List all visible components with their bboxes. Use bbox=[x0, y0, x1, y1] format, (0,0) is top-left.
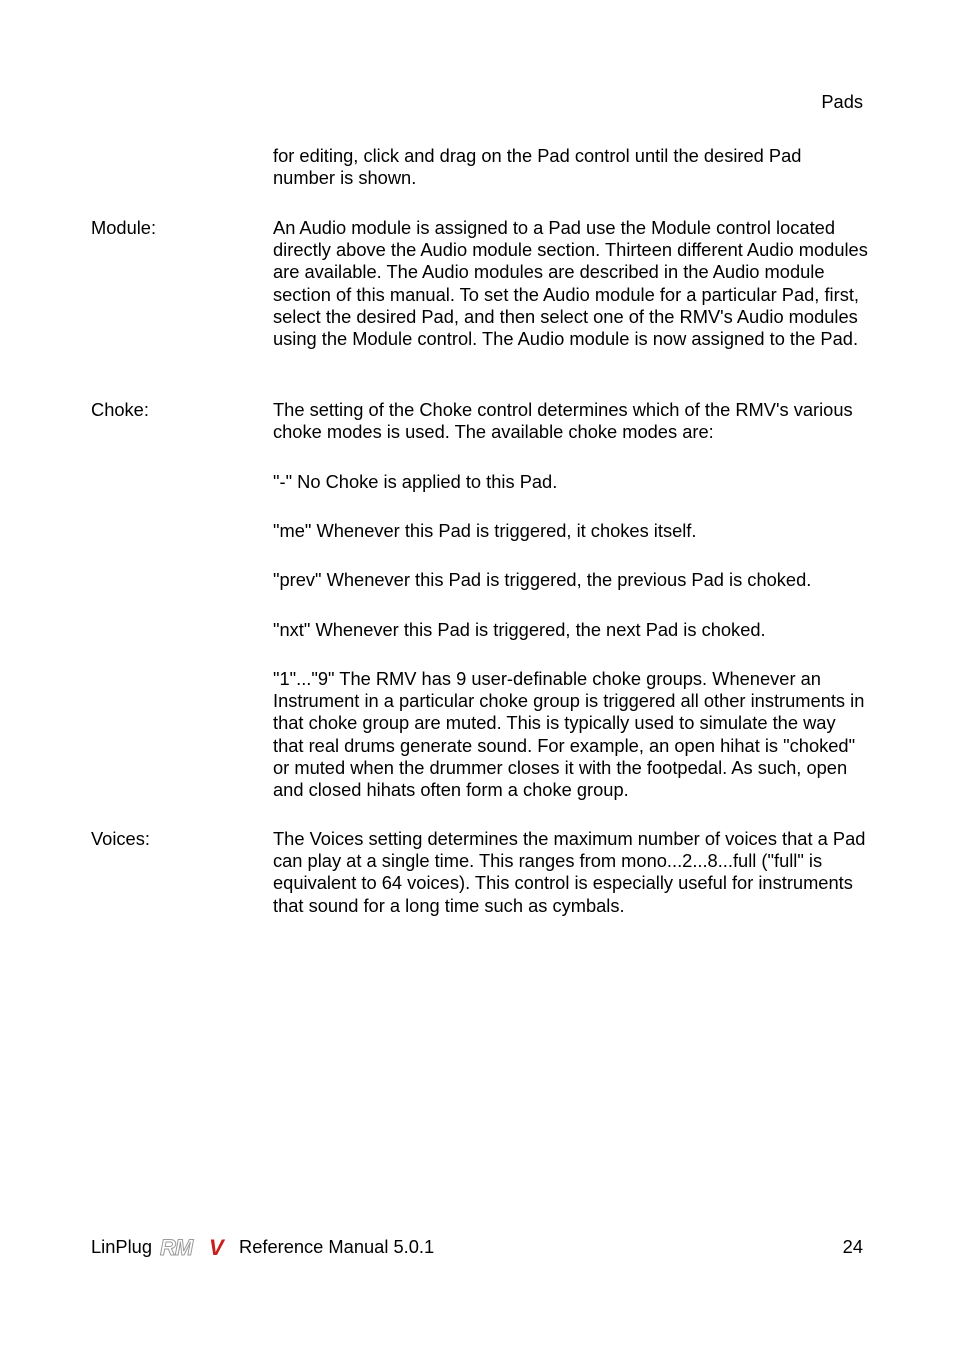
module-description: An Audio module is assigned to a Pad use the Module control located directly above the Audio module section. Thirteen different Audio modules are available. The Audio modules are described in the Audio module section of this manual. To set the Audio module for a particular Pad, first, select the desired Pad, and then select one of the RMV's Audio modules using the Module control. The Audio module is now assigned to the Pad. bbox=[273, 217, 868, 350]
voices-description: The Voices setting determines the maximum number of voices that a Pad can play at a single time. This ranges from mono...2...8...full ("full" is equivalent to 64 voices). This control is especially useful for instruments that sound for a long time such as cymbals. bbox=[273, 828, 866, 916]
page-header-section: Pads bbox=[821, 91, 863, 112]
voices-label: Voices: bbox=[91, 828, 150, 849]
choke-label: Choke: bbox=[91, 399, 149, 420]
intro-paragraph: for editing, click and drag on the Pad control until the desired Pad number is shown. bbox=[273, 145, 802, 189]
page-footer bbox=[91, 1236, 434, 1258]
footer-title: Reference Manual 5.0.1 bbox=[239, 1236, 435, 1257]
rmv-logo bbox=[159, 1236, 233, 1258]
choke-mode-prev: "prev" Whenever this Pad is triggered, the previous Pad is choked. bbox=[273, 569, 812, 590]
choke-mode-groups: "1"..."9" The RMV has 9 user-definable choke groups. Whenever an Instrument in a particular choke group is triggered all other instruments in that choke group are muted. This is typically used to simulate the way that real drums generate sound. For example, an open hihat is "choked" or muted when the drummer closes it with the footpedal. As such, open and closed hihats often form a choke group. bbox=[273, 668, 865, 801]
choke-mode-none: "-" No Choke is applied to this Pad. bbox=[273, 471, 558, 492]
footer-page-number: 24 bbox=[842, 1236, 863, 1257]
choke-mode-me: "me" Whenever this Pad is triggered, it chokes itself. bbox=[273, 520, 697, 541]
module-label: Module: bbox=[91, 217, 157, 238]
choke-description: The setting of the Choke control determines which of the RMV's various choke modes is used. The available choke modes are: bbox=[273, 399, 853, 443]
svg-text:RM: RM bbox=[160, 1236, 193, 1259]
choke-mode-nxt: "nxt" Whenever this Pad is triggered, the next Pad is choked. bbox=[273, 619, 766, 640]
svg-text:V: V bbox=[209, 1236, 224, 1259]
footer-brand: LinPlug bbox=[91, 1236, 152, 1257]
